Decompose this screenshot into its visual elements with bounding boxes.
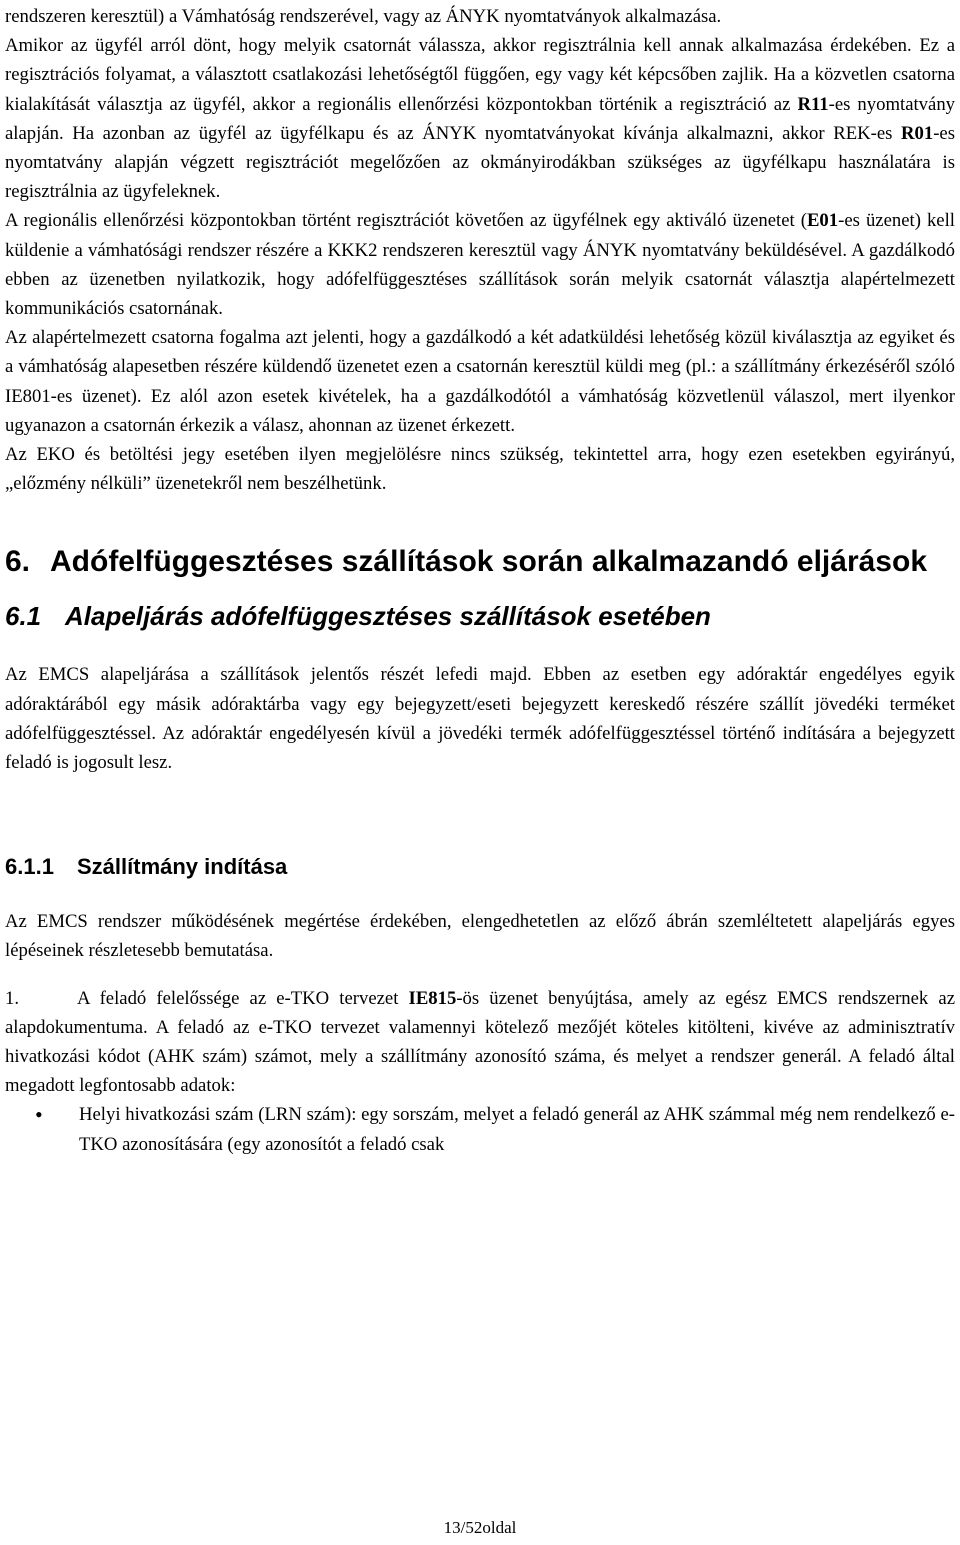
subsubsection-number: 6.1.1	[5, 854, 54, 880]
paragraph: Az EMCS alapeljárása a szállítások jelentős részét lefedi majd. Ebben az esetben egy adóraktár engedélyes egyik adóraktárából egy másik adóraktárba vagy egy bejegyzett/eseti bejegyzett kereskedő részére szállít jövedéki terméket adófelfüggesztéssel. Az adóraktár engedélyesén kívül a jövedéki termék adófelfüggesztéssel történő indítására a bejegyzett feladó is jogosult lesz.	[5, 664, 955, 774]
paragraph: Az EMCS rendszer működésének megértése érdekében, elengedhetetlen az előző ábrán szemléltetett alapeljárás egyes lépéseinek részletesebb bemutatása.	[5, 911, 955, 962]
form-code: R11	[797, 93, 829, 115]
subsubsection-title: Szállítmány indítása	[77, 854, 288, 880]
paragraph: A regionális ellenőrzési központokban történt regisztrációt követően az ügyfélnek egy aktiváló üzenetet (E01-es üzenet) kell küldenie a vámhatósági rendszer részére a KKK2 rendszeren keresztül vagy ÁNYK nyomtatvány beküldésével. A gazdálkodó ebben az üzenetben nyilatkozik, hogy adófelfüggesztéses szállítások során melyik csatornát választja alapértelmezett kommunikációs csatornának.	[5, 210, 955, 320]
subsection-number: 6.1	[5, 601, 42, 632]
section-number: 6.	[5, 545, 31, 579]
paragraph: Az EKO és betöltési jegy esetében ilyen megjelölésre nincs szükség, tekintettel arra, hogy ezen esetekben egyirányú, „előzmény nélküli” üzenetekről nem beszélhetünk.	[5, 444, 955, 495]
item-number: 1.	[5, 987, 20, 1009]
paragraph: Az alapértelmezett csatorna fogalma azt jelenti, hogy a gazdálkodó a két adatküldési lehetőség közül kiválasztja az egyiket és a vámhatóság alapesetben részére küldendő üzenetet ezen a csatornán keresztül küldi meg (pl.: a szállítmány érkezéséről szóló IE801-es üzenet). Ez alól azon esetek kivételek, ha a gazdálkodótól a vámhatóság közvetlenül válaszol, mert ilyenkor ugyanazon a csatornán érkezik a válasz, ahonnan az üzenet érkezett.	[5, 327, 955, 436]
subsection-title: Alapeljárás adófelfüggesztéses szállítások esetében	[65, 601, 711, 632]
message-code: IE815	[408, 987, 457, 1009]
page-number: 13/52oldal	[443, 1518, 517, 1537]
numbered-item: 1. A feladó felelőssége az e-TKO tervezet IE815-ös üzenet benyújtása, amely az egész EMCS rendszernek az alapdokumentuma. A feladó az e-TKO tervezet valamennyi kötelező mezőjét köteles kitölteni, kivéve az adminisztratív hivatkozási kódot (AHK szám) számot, mely a szállítmány azonosító száma, és melyet a rendszer generál. A feladó által megadott legfontosabb adatok:	[5, 984, 955, 1101]
section-title: Adófelfüggesztéses szállítások során alkalmazandó eljárások	[50, 545, 928, 579]
subsection-heading	[5, 600, 955, 632]
form-code: R01	[901, 122, 934, 144]
bullet-item: • Helyi hivatkozási szám (LRN szám): egy sorszám, melyet a feladó generál az AHK számmal még nem rendelkező e-TKO azonosítására (egy azonosítót a feladó csak	[5, 1100, 955, 1158]
section-heading	[5, 543, 955, 580]
bullet-icon: •	[35, 1102, 43, 1128]
paragraph: rendszeren keresztül) a Vámhatóság rendszerével, vagy az ÁNYK nyomtatványok alkalmazása. Amikor az ügyfél arról dönt, hogy melyik csatornát válassza, akkor regisztrálnia kell annak alkalmazása érdekében. Ez a regisztrációs folyamat, a választott csatlakozási lehetőségtől függően, egy vagy két képcsőben zajlik. Ha a közvetlen csatorna kialakítását választja az ügyfél, akkor a regionális ellenőrzési központokban történik a regisztráció az R11-es nyomtatvány alapján. Ha azonban az ügyfél az ügyfélkapu és az ÁNYK nyomtatványokat kívánja alkalmazni, akkor REK-es R01-es nyomtatvány alapján végzett regisztrációt megelőzően az okmányirodákban szükséges az ügyfélkapu használatára is regisztrálnia az ügyfeleknek.	[5, 6, 956, 203]
subsubsection-heading	[5, 853, 955, 881]
message-code: E01	[806, 210, 839, 232]
